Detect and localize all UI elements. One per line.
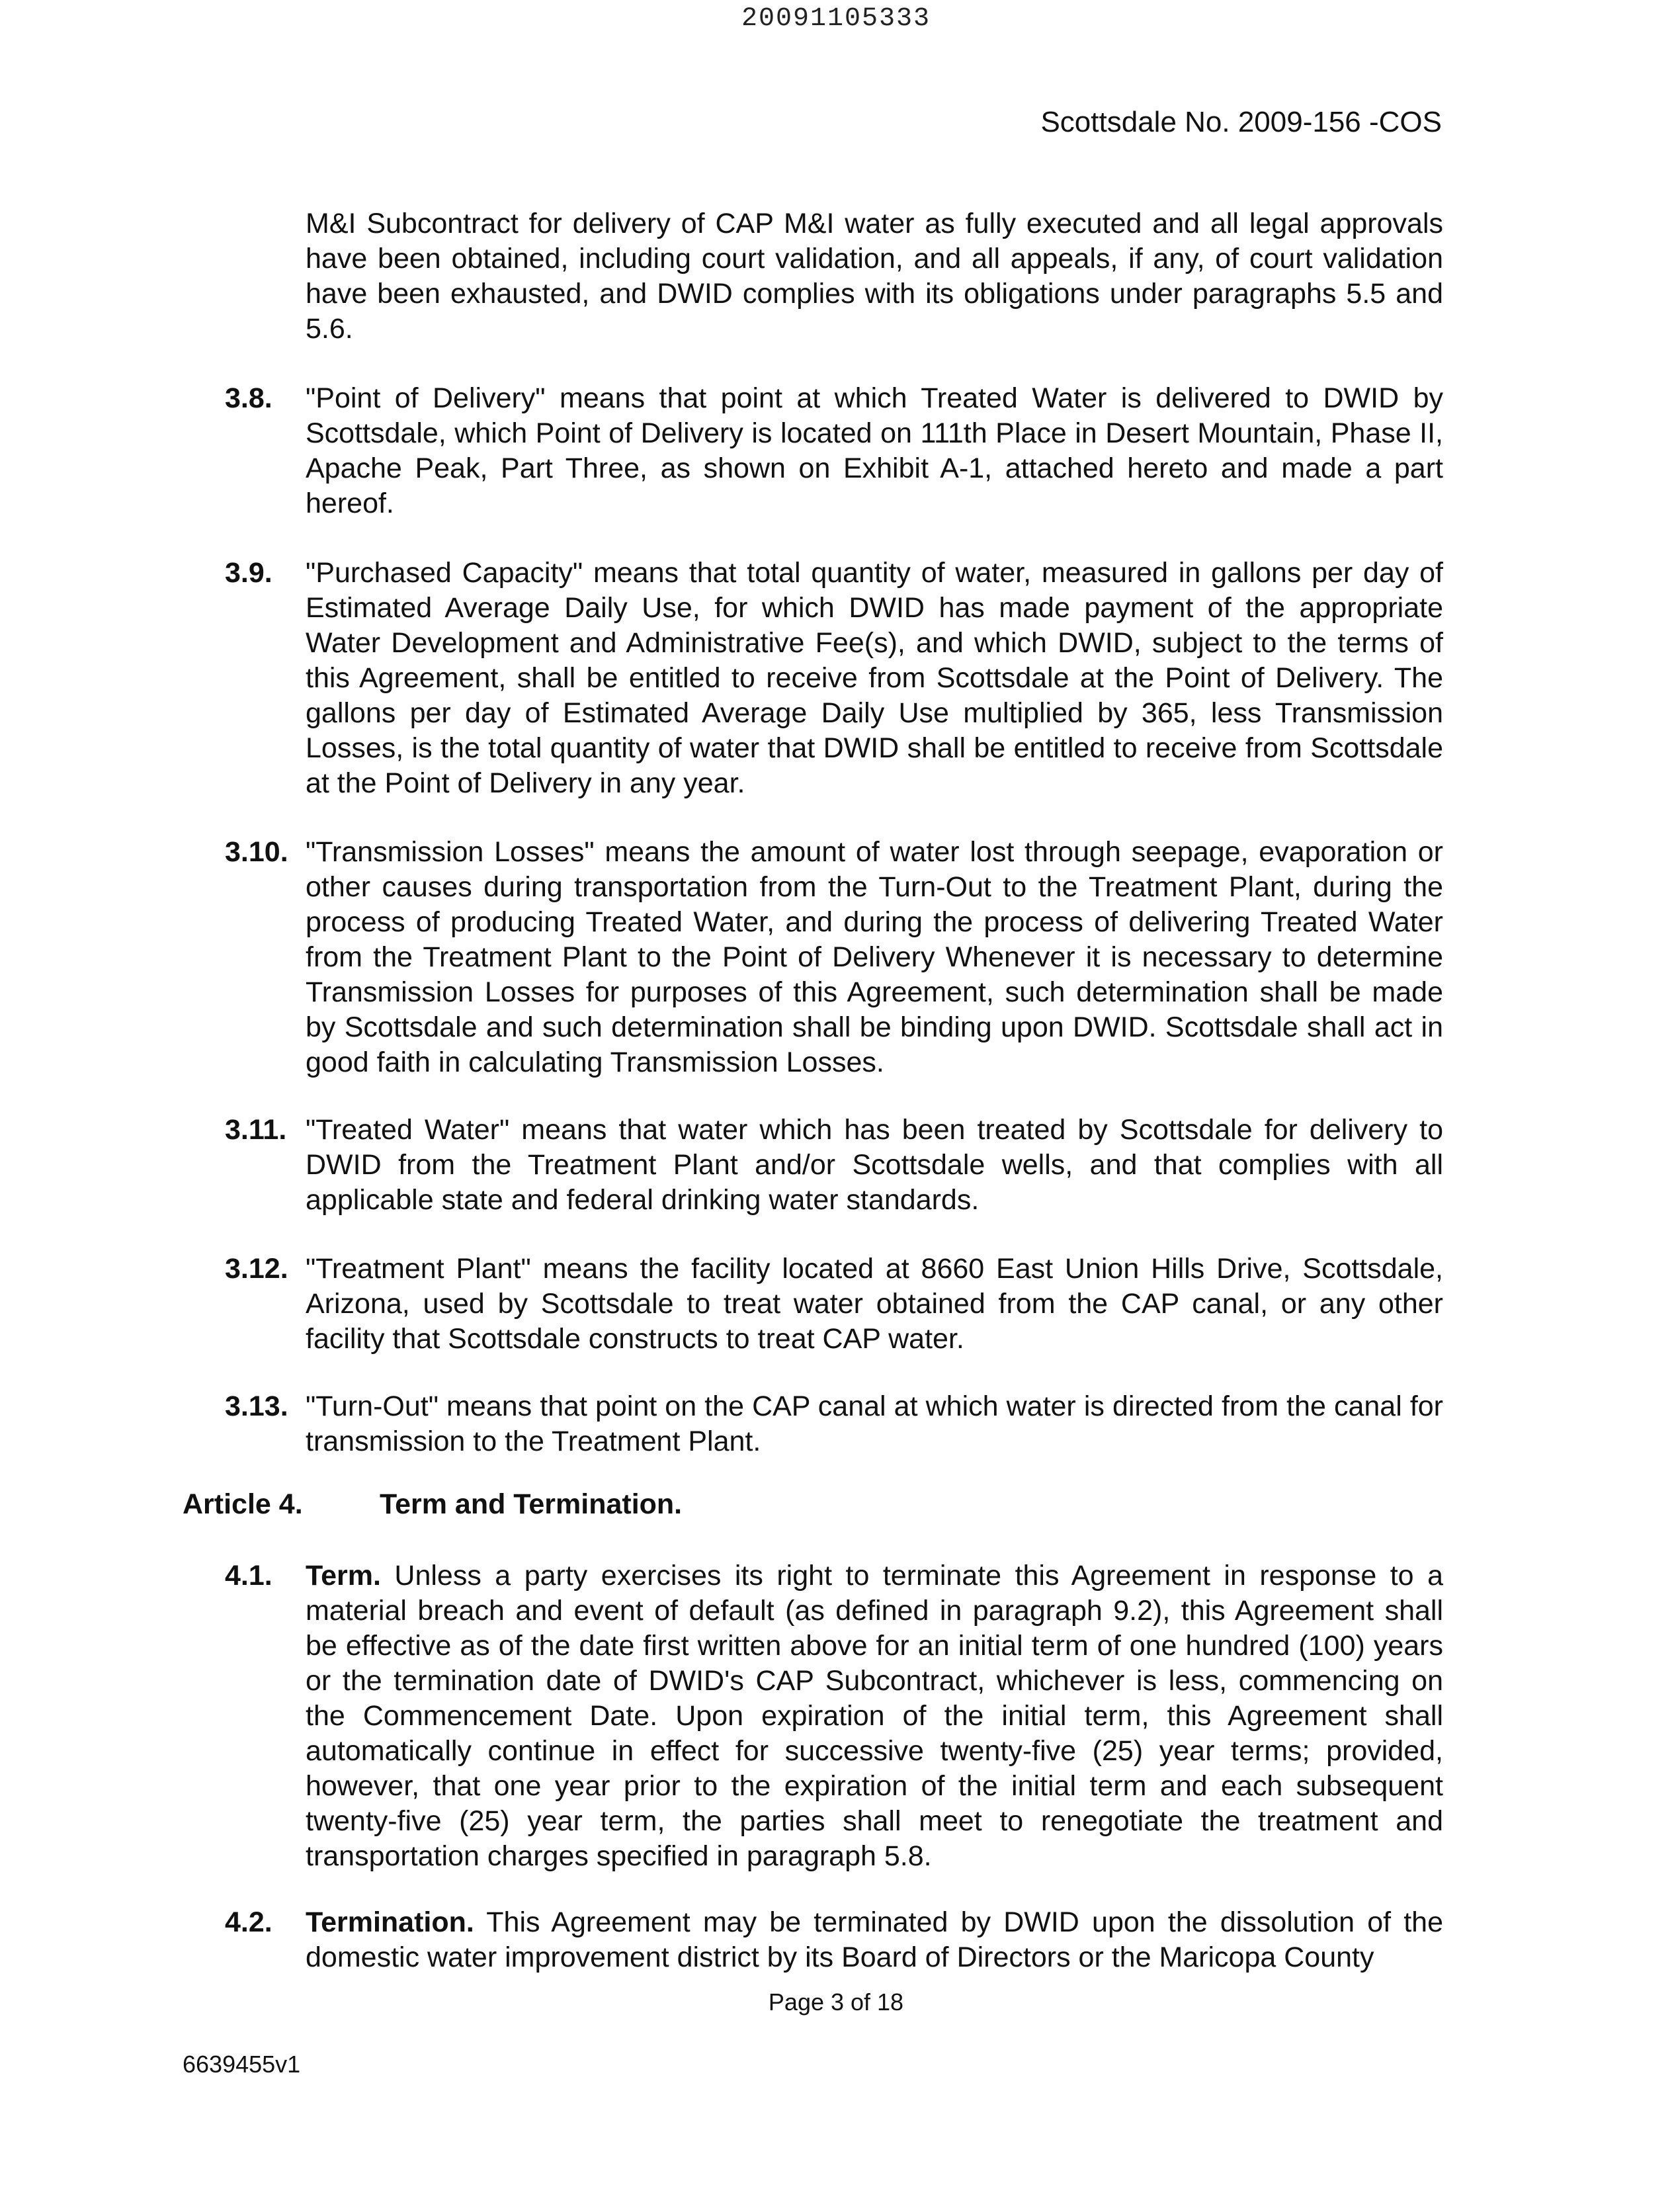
section-body <box>306 1558 1443 1874</box>
definition-3-12 <box>225 1252 1443 1357</box>
section-text: "Treatment Plant" means the facility located at 8660 East Union Hills Drive, Scottsdale, Arizona, used by Scottsdale to treat water obtained from the CAP canal, or any other facility that Scottsdale constructs to treat CAP water. <box>306 1253 1443 1355</box>
section-number: 3.13. <box>225 1390 288 1422</box>
document-number: Scottsdale No. 2009-156 -COS <box>1040 106 1442 138</box>
section-text: Unless a party exercises its right to terminate this Agreement in response to a material breach and event of default (as defined in paragraph 9.2), this Agreement shall be effective as of the date first written above for an initial term of one hundred (100) years or the termination date of DWID's CAP Subcontract, whichever is less, commencing on the Commencement Date. Upon expiration of the initial term, this Agreement shall automatically continue in effect for successive twenty-five (25) year terms; provided, however, that one year prior to the expiration of the initial term and each subsequent twenty-five (25) year term, the parties shall meet to renegotiate the treatment and transportation charges specified in paragraph 5.8. <box>306 1560 1443 1872</box>
section-text: "Transmission Losses" means the amount of water lost through seepage, evaporation or other causes during transportation from the Turn-Out to the Treatment Plant, during the process of producing Treated Water, and during the process of delivering Treated Water from the Treatment Plant to the Point of Delivery Whenever it is necessary to determine Transmission Losses for purposes of this Agreement, such determination shall be made by Scottsdale and such determination shall be binding upon DWID. Scottsdale shall act in good faith in calculating Transmission Losses. <box>306 836 1443 1078</box>
section-number: 3.11. <box>225 1114 287 1146</box>
page-number: Page 3 of 18 <box>768 1988 904 2016</box>
definition-3-10 <box>225 835 1443 1080</box>
section-text: "Point of Delivery" means that point at which Treated Water is delivered to DWID by Scottsdale, which Point of Delivery is located on 111th Place in Desert Mountain, Phase II, Apache Peak, Part Three, as shown on Exhibit A-1, attached hereto and made a part hereof. <box>306 382 1443 519</box>
article-label: Article 4. <box>183 1488 303 1520</box>
definition-3-8 <box>225 381 1443 521</box>
section-text: "Treated Water" means that water which has been treated by Scottsdale for delivery to DWID from the Treatment Plant and/or Scottsdale wells, and that complies with all applicable state and federal drinking water standards. <box>306 1114 1443 1216</box>
section-number: 4.2. <box>225 1906 272 1938</box>
section-text: This Agreement may be terminated by DWID upon the dissolution of the domestic water improvement district by its Board of Directors or the Maricopa County <box>306 1906 1444 1973</box>
section-label: Termination. <box>306 1906 474 1938</box>
section-number: 3.10. <box>225 836 288 868</box>
section-number: 3.9. <box>225 557 272 589</box>
section-4-2 <box>225 1905 1443 1975</box>
section-text: "Purchased Capacity" means that total quantity of water, measured in gallons per day of Estimated Average Daily Use, for which DWID has made payment of the appropriate Water Development and Administrative Fee(s), and which DWID, subject to the terms of this Agreement, shall be entitled to receive from Scottsdale at the Point of Delivery. The gallons per day of Estimated Average Daily Use multiplied by 365, less Transmission Losses, is the total quantity of water that DWID shall be entitled to receive from Scottsdale at the Point of Delivery in any year. <box>306 557 1443 799</box>
definition-3-13 <box>225 1389 1443 1459</box>
section-number: 3.8. <box>225 382 272 414</box>
section-number: 3.12. <box>225 1253 288 1285</box>
section-body <box>306 1905 1443 1975</box>
section-text: "Turn-Out" means that point on the CAP canal at which water is directed from the canal for transmission to the Treatment Plant. <box>306 1390 1443 1457</box>
document-id: 6639455v1 <box>183 2051 301 2078</box>
section-number: 4.1. <box>225 1560 272 1592</box>
section-4-1 <box>225 1558 1443 1874</box>
section-label: Term. <box>306 1560 381 1592</box>
article-title: Term and Termination. <box>380 1488 683 1520</box>
article-heading <box>183 1488 683 1521</box>
continuation-paragraph: M&I Subcontract for delivery of CAP M&I water as fully executed and all legal approvals have been obtained, including court validation, and all appeals, if any, of court validation have been exhausted, and DWID complies with its obligations under paragraphs 5.5 and 5.6. <box>306 208 1443 345</box>
recording-stamp: 20091105333 <box>741 4 931 34</box>
definition-3-11 <box>225 1113 1443 1218</box>
definition-3-9 <box>225 556 1443 801</box>
